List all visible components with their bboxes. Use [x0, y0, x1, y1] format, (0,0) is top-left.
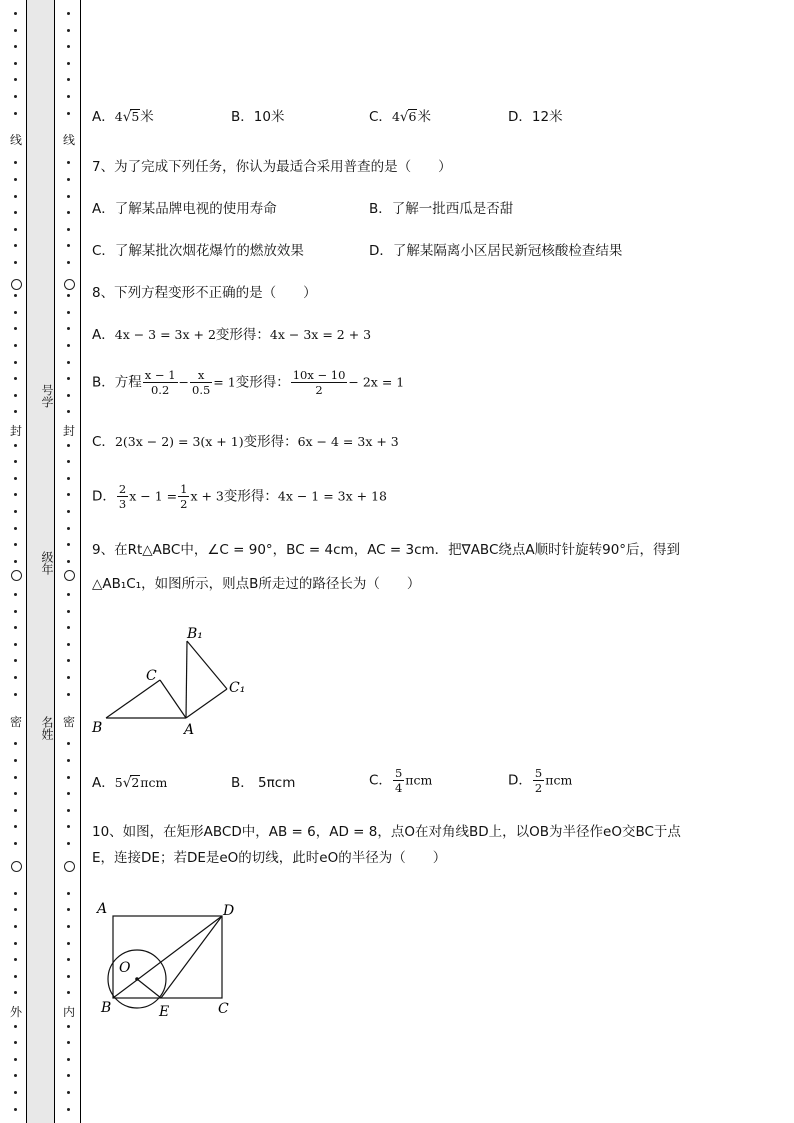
margin-dot [14, 62, 17, 65]
margin-dot [67, 178, 70, 181]
q9-stem-line1: 9、在Rt△ABC中，∠C = 90°，BC = 4cm，AC = 3cm．把∇ABC绕点A顺时针旋转90°后，得到 [92, 542, 681, 558]
margin-dot [14, 1058, 17, 1061]
margin-dot [14, 228, 17, 231]
margin-dot [67, 809, 70, 812]
margin-dot [67, 261, 70, 264]
diagonal-bd [113, 916, 222, 998]
margin-dot [14, 908, 17, 911]
q8-option-b: B．方程 $\frac{x - 1}{0.2}$ − $\frac{x}{0.5}$ = 1变形得： $\frac{10x - 10}{2}$ − 2x = 1 [92, 368, 405, 397]
margin-dot [67, 78, 70, 81]
margin-dot [67, 825, 70, 828]
margin-dot [14, 178, 17, 181]
margin-dot [14, 294, 17, 297]
q9-stem-line2: △AB₁C₁，如图所示，则点B所走过的路径长为（ ） [92, 576, 421, 592]
label-c: C [218, 1001, 229, 1017]
margin-dot [14, 659, 17, 662]
margin-dot [14, 1091, 17, 1094]
q8-stem: 8、下列方程变形不正确的是（ ） [92, 285, 317, 301]
margin-dot [67, 444, 70, 447]
q7-option-a: A．了解某品牌电视的使用寿命 [92, 201, 277, 217]
margin-dot [14, 244, 17, 247]
margin-dot [67, 377, 70, 380]
margin-dot [14, 493, 17, 496]
margin-dot [14, 759, 17, 762]
margin-circle-mark [64, 861, 75, 872]
margin-dot [14, 626, 17, 629]
margin-dot [14, 1074, 17, 1077]
margin-dot [67, 925, 70, 928]
q8-option-d: D． $\frac{2}{3}$ x − 1 = $\frac{1}{2}$ x + 3变形得：4x − 1 = 3x + 18 [92, 482, 387, 511]
margin-dot [14, 112, 17, 115]
label-b: B [92, 720, 103, 736]
margin-dot [14, 311, 17, 314]
margin-dot [14, 361, 17, 364]
center-point [135, 977, 139, 981]
q9-option-c: C． $\frac{5}{4}$ πcm [369, 766, 433, 795]
margin-dot [14, 892, 17, 895]
margin-dot [14, 1108, 17, 1111]
segment-ca [160, 680, 186, 718]
margin-dot [14, 460, 17, 463]
margin-mark: 封 [9, 424, 22, 438]
label-b1: B₁ [187, 626, 203, 642]
q10-figure [92, 895, 252, 1025]
margin-dot [67, 45, 70, 48]
margin-dot [67, 1108, 70, 1111]
q10-stem-line2: E，连接DE；若DE是eO的切线，此时eO的半径为（ ） [92, 850, 447, 866]
margin-dot [67, 477, 70, 480]
label-e: E [159, 1004, 170, 1020]
margin-dot [67, 908, 70, 911]
margin-dot [14, 1025, 17, 1028]
label-c1: C₁ [229, 680, 246, 696]
margin-dot [14, 975, 17, 978]
margin-dot [14, 842, 17, 845]
margin-dot [67, 842, 70, 845]
margin-dot [67, 593, 70, 596]
margin-dot [67, 361, 70, 364]
margin-dot [67, 975, 70, 978]
label-c: C [146, 668, 157, 684]
margin-dot [67, 759, 70, 762]
margin-dot [67, 991, 70, 994]
margin-dot [67, 29, 70, 32]
margin-dot [14, 510, 17, 513]
margin-dot [14, 776, 17, 779]
left-dotted-line [10, 0, 22, 1123]
margin-dot [14, 78, 17, 81]
margin-dot [67, 228, 70, 231]
margin-dot [67, 344, 70, 347]
margin-dot [67, 211, 70, 214]
margin-dot [67, 195, 70, 198]
margin-dot [67, 161, 70, 164]
margin-dot [14, 958, 17, 961]
margin-dot [14, 477, 17, 480]
margin-dot [67, 676, 70, 679]
q6-option-b: B．10米 [231, 109, 285, 125]
radius-oe [137, 979, 161, 998]
margin-dot [67, 958, 70, 961]
q9-option-d: D． $\frac{5}{2}$ πcm [508, 766, 573, 795]
margin-dot [14, 95, 17, 98]
label-a: A [97, 901, 108, 917]
margin-mark: 外 [9, 1005, 22, 1019]
margin-dot [14, 543, 17, 546]
q9-option-b: B． 5πcm [231, 775, 296, 791]
margin-dot [67, 693, 70, 696]
margin-dot [14, 394, 17, 397]
margin-dot [14, 991, 17, 994]
margin-dot [67, 610, 70, 613]
right-dotted-line [63, 0, 75, 1123]
margin-dot [14, 676, 17, 679]
margin-dot [67, 626, 70, 629]
q7-option-c: C．了解某批次烟花爆竹的燃放效果 [92, 243, 304, 259]
margin-dot [67, 95, 70, 98]
margin-dot [67, 1041, 70, 1044]
margin-dot [67, 942, 70, 945]
margin-dot [67, 410, 70, 413]
margin-dot [14, 593, 17, 596]
margin-dot [14, 560, 17, 563]
margin-circle-mark [64, 570, 75, 581]
margin-dot [67, 560, 70, 563]
margin-dot [67, 543, 70, 546]
margin-dot [14, 792, 17, 795]
margin-dot [67, 327, 70, 330]
margin-dot [14, 161, 17, 164]
margin-dot [67, 1074, 70, 1077]
margin-dot [67, 394, 70, 397]
margin-dot [14, 211, 17, 214]
margin-dot [14, 942, 17, 945]
margin-mark: 密 [9, 715, 22, 729]
margin-rule [80, 0, 81, 1123]
margin-circle-mark [11, 861, 22, 872]
margin-dot [14, 444, 17, 447]
field-grade: 级年 [40, 551, 54, 575]
field-name: 名姓 [40, 716, 54, 740]
segment-de [161, 916, 222, 998]
margin-dot [14, 809, 17, 812]
margin-dot [14, 45, 17, 48]
margin-dot [67, 659, 70, 662]
label-o: O [119, 960, 131, 976]
margin-dot [14, 12, 17, 15]
margin-mark: 内 [62, 1005, 75, 1019]
q7-option-d: D．了解某隔离小区居民新冠核酸检查结果 [369, 243, 623, 259]
margin-dot [67, 493, 70, 496]
margin-dot [14, 643, 17, 646]
q7-stem: 7、为了完成下列任务，你认为最适合采用普查的是（ ） [92, 159, 452, 175]
margin-dot [67, 510, 70, 513]
q7-option-b: B．了解一批西瓜是否甜 [369, 201, 514, 217]
margin-dot [67, 527, 70, 530]
segment-b1c1 [187, 641, 227, 689]
q6-option-d: D．12米 [508, 109, 563, 125]
margin-dot [67, 892, 70, 895]
field-student-number: 号学 [40, 384, 54, 408]
q8-option-c: C．2(3x − 2) = 3(x + 1)变形得：6x − 4 = 3x + 3 [92, 434, 399, 450]
margin-dot [14, 527, 17, 530]
segment-ab1 [186, 641, 187, 718]
margin-circle-mark [11, 570, 22, 581]
margin-mark: 封 [62, 424, 75, 438]
margin-dot [67, 742, 70, 745]
margin-dot [14, 344, 17, 347]
margin-dot [67, 1091, 70, 1094]
segment-c1a [186, 689, 227, 718]
label-d: D [223, 903, 235, 919]
margin-dot [14, 410, 17, 413]
margin-dot [67, 62, 70, 65]
q9-option-a: A．5√2πcm [92, 775, 168, 791]
q10-stem-line1: 10、如图，在矩形ABCD中，AB = 6，AD = 8，点O在对角线BD上，以OB为半径作eO交BC于点 [92, 824, 681, 840]
margin-dot [67, 112, 70, 115]
margin-mark: 线 [62, 133, 75, 147]
margin-circle-mark [11, 279, 22, 290]
margin-dot [67, 294, 70, 297]
q8-option-a: A．4x − 3 = 3x + 2变形得：4x − 3x = 2 + 3 [92, 327, 372, 343]
margin-dot [14, 29, 17, 32]
margin-mark: 线 [9, 133, 22, 147]
margin-dot [14, 825, 17, 828]
margin-dot [14, 1041, 17, 1044]
margin-dot [14, 693, 17, 696]
margin-dot [67, 776, 70, 779]
margin-dot [14, 261, 17, 264]
label-a: A [184, 722, 195, 738]
margin-dot [67, 792, 70, 795]
margin-dot [14, 742, 17, 745]
margin-rule [54, 0, 55, 1123]
q9-figure [88, 620, 258, 742]
margin-dot [67, 460, 70, 463]
margin-circle-mark [64, 279, 75, 290]
margin-dot [14, 610, 17, 613]
margin-mark: 密 [62, 715, 75, 729]
segment-bc [106, 680, 160, 718]
q6-option-c: C．4√6米 [369, 109, 431, 125]
margin-dot [67, 244, 70, 247]
margin-dot [67, 1058, 70, 1061]
margin-dot [14, 377, 17, 380]
q6-option-a: A．4√5米 [92, 109, 154, 125]
margin-dot [14, 327, 17, 330]
margin-dot [14, 195, 17, 198]
margin-dot [67, 311, 70, 314]
margin-dot [14, 925, 17, 928]
margin-dot [67, 12, 70, 15]
label-b: B [101, 1000, 112, 1016]
margin-dot [67, 1025, 70, 1028]
margin-dot [67, 643, 70, 646]
